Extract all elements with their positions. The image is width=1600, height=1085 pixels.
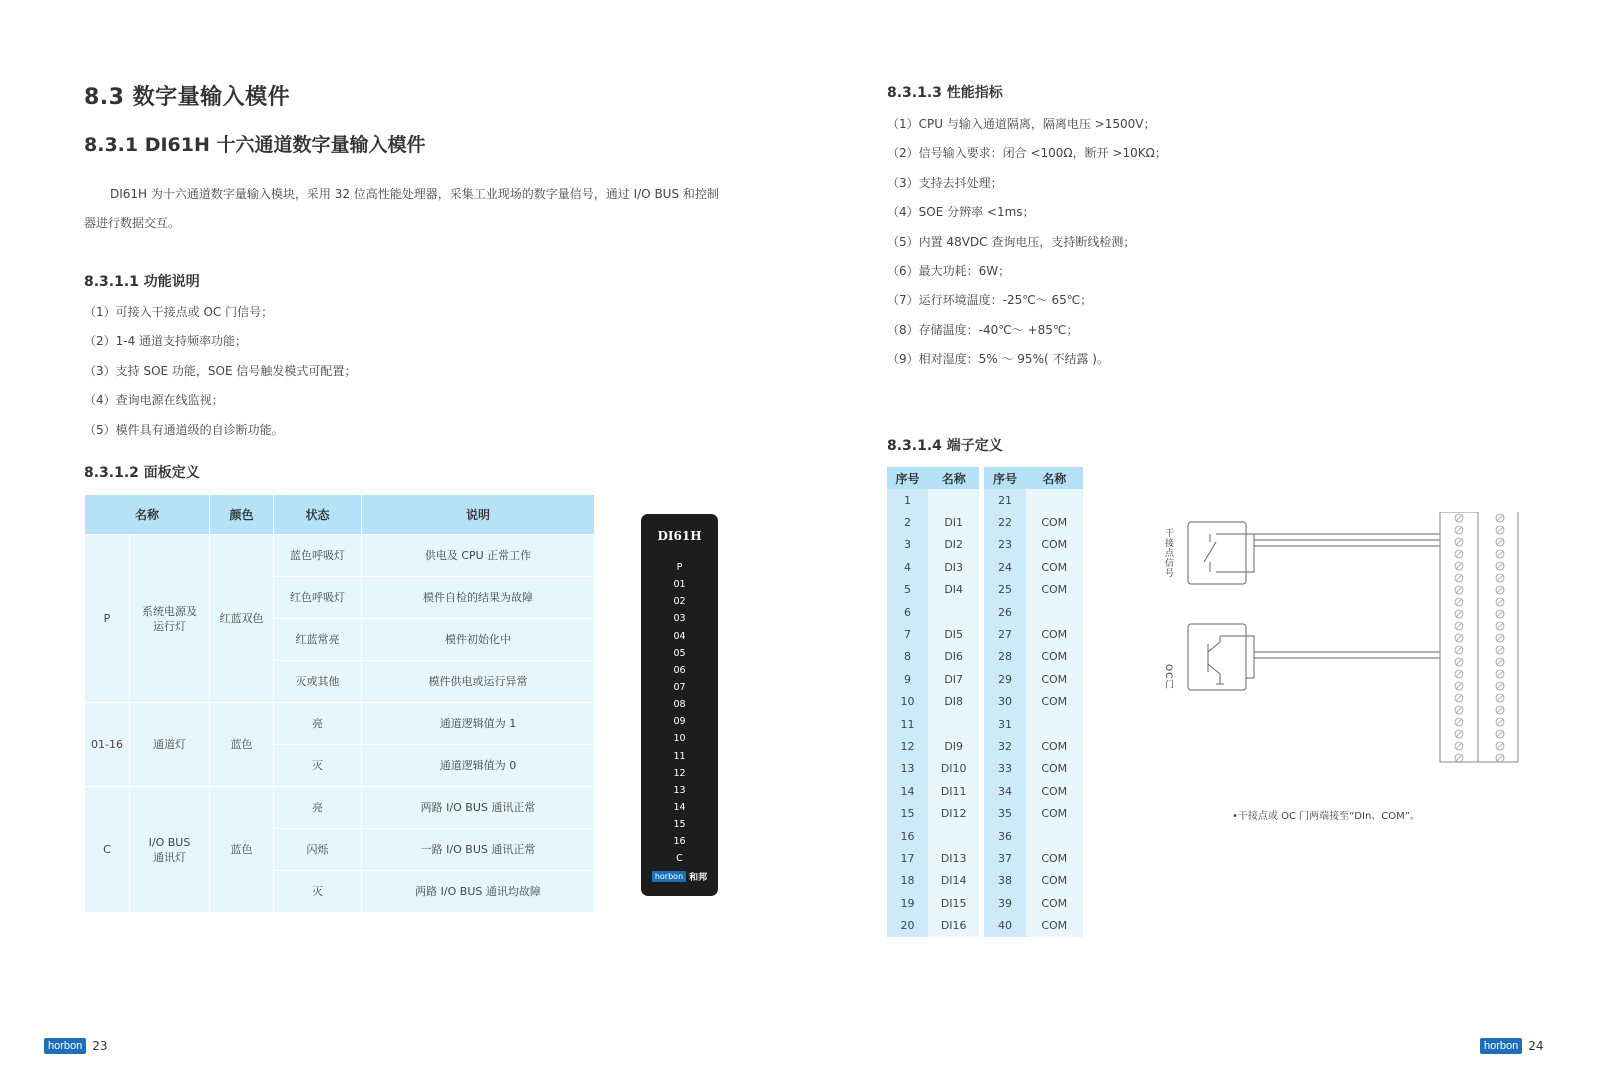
col-header-desc: 说明 [362,495,595,535]
terminal-no: 1 [887,489,928,511]
col-header-name: 名称 [85,495,210,535]
terminal-name: COM [1026,847,1083,869]
page-number: 24 [1528,1039,1544,1053]
list-item: （4）SOE 分辨率 <1ms； [887,205,1035,220]
terminal-name: COM [1026,780,1083,802]
terminal-name: DI3 [928,556,979,578]
terminal-name: DI9 [928,735,979,757]
terminal-no: 36 [984,825,1025,847]
terminal-name: DI5 [928,623,979,645]
intro-line-1: DI61H 为十六通道数字量输入模块，采用 32 位高性能处理器，采集工业现场的数字量信号，通过 I/O BUS 和控制 [110,187,719,201]
footer-left [44,1038,108,1054]
module-led-label: 13 [673,784,686,796]
terminal-name: DI1 [928,511,979,533]
table-row [887,691,1083,713]
table-row [887,579,1083,601]
terminal-no: 6 [887,601,928,623]
led-color: 蓝色 [210,703,274,787]
col-header-color: 颜色 [210,495,274,535]
terminal-no: 17 [887,847,928,869]
module-led-label: 05 [673,647,686,659]
terminal-name: COM [1026,646,1083,668]
module-brand-cn: 和邦 [689,872,708,883]
terminal-no: 37 [984,847,1025,869]
list-item: （7）运行环境温度：-25℃～ 65℃； [887,293,1093,308]
module-brand [641,870,718,883]
terminal-no: 24 [984,556,1025,578]
terminal-name: COM [1026,758,1083,780]
led-state: 闪烁 [274,829,362,871]
label-oc-gate: OC门 [1163,664,1173,690]
terminal-name: COM [1026,870,1083,892]
module-led-label: 16 [673,836,686,848]
terminal-name [1026,601,1083,623]
led-name: 系统电源及 运行灯 [130,535,210,703]
terminal-title: 8.3.1.4 端子定义 [887,438,1003,454]
table-row [887,847,1083,869]
terminal-name: COM [1026,511,1083,533]
terminal-name: DI7 [928,668,979,690]
module-led-label: 01 [673,579,686,591]
module-led-label: 06 [673,664,686,676]
terminal-no: 25 [984,579,1025,601]
terminal-no: 38 [984,870,1025,892]
table-row [887,914,1083,936]
terminal-no: 3 [887,534,928,556]
table-row [887,825,1083,847]
panel-title: 8.3.1.2 面板定义 [84,465,200,481]
terminal-table-body [887,489,1083,937]
terminal-name: COM [1026,892,1083,914]
terminal-name [928,601,979,623]
module-led-label: 08 [673,699,686,711]
terminal-no: 28 [984,646,1025,668]
list-item: （5）内置 48VDC 查询电压，支持断线检测； [887,234,1136,249]
terminal-no: 8 [887,646,928,668]
list-item: （8）存储温度：-40℃～ +85℃； [887,322,1079,337]
table-header-row [887,467,1083,489]
terminal-no: 7 [887,623,928,645]
terminal-table [887,467,1083,937]
subsection-title: 8.3.1 DI61H 十六通道数字量输入模件 [84,134,426,156]
terminal-name: COM [1026,802,1083,824]
terminal-no: 13 [887,758,928,780]
table-row [887,646,1083,668]
switch-blade [1204,542,1216,562]
led-desc: 两路 I/O BUS 通讯均故障 [362,871,595,913]
table-row [887,668,1083,690]
list-item: （4）查询电源在线监视； [84,393,224,408]
module-led-label: 11 [673,750,686,762]
col-header-name: 名称 [1026,467,1083,489]
led-name: I/O BUS 通讯灯 [130,787,210,913]
section-title: 8.3 数字量输入模件 [84,85,291,110]
table-row [85,787,595,829]
list-item: （6）最大功耗：6W； [887,263,1011,278]
dry-contact-bracket [1246,534,1254,572]
led-desc: 一路 I/O BUS 通讯正常 [362,829,595,871]
panel-table [84,494,595,913]
terminal-name [1026,489,1083,511]
module-led-label: P [676,562,683,573]
wiring-diagram [1150,512,1530,787]
module-led-label: 03 [673,613,686,625]
terminal-no: 35 [984,802,1025,824]
terminal-name: COM [1026,668,1083,690]
col-header-name: 名称 [928,467,979,489]
table-row [887,489,1083,511]
module-brand-logo: horbon [652,871,686,882]
terminal-no: 16 [887,825,928,847]
table-header-row [85,495,595,535]
terminal-no: 14 [887,780,928,802]
table-row [85,703,595,745]
terminal-name: DI2 [928,534,979,556]
terminal-name: DI6 [928,646,979,668]
list-item: （1）CPU 与输入通道隔离，隔离电压 >1500V； [887,117,1156,131]
led-code: C [85,787,130,913]
table-row [887,802,1083,824]
led-state: 灭 [274,871,362,913]
col-header-state: 状态 [274,495,362,535]
led-color: 蓝色 [210,787,274,913]
led-code: 01-16 [85,703,130,787]
module-led-label: 10 [673,733,686,745]
terminal-name: COM [1026,534,1083,556]
module-led-list [641,559,718,868]
list-item: （3）支持去抖处理； [887,175,1003,190]
terminal-name [1026,825,1083,847]
module-led-label: 09 [673,716,686,728]
terminal-name: COM [1026,914,1083,936]
table-row [887,892,1083,914]
list-item: （3）支持 SOE 功能，SOE 信号触发模式可配置； [84,363,357,378]
led-state: 亮 [274,703,362,745]
led-code: P [85,535,130,703]
terminal-no: 27 [984,623,1025,645]
module-front-panel [641,514,718,896]
table-row [887,780,1083,802]
led-desc: 两路 I/O BUS 通讯正常 [362,787,595,829]
function-title: 8.3.1.1 功能说明 [84,274,200,290]
terminal-name: COM [1026,735,1083,757]
table-row [887,623,1083,645]
terminal-name: COM [1026,623,1083,645]
module-led-label: 02 [673,596,686,608]
terminal-name: DI11 [928,780,979,802]
terminal-no: 20 [887,914,928,936]
terminal-no: 31 [984,713,1025,735]
terminal-no: 23 [984,534,1025,556]
terminal-no: 9 [887,668,928,690]
led-name: 通道灯 [130,703,210,787]
led-state: 亮 [274,787,362,829]
terminal-no: 34 [984,780,1025,802]
terminal-name: COM [1026,579,1083,601]
list-item: （2）1-4 通道支持频率功能； [84,334,248,349]
diagram-note: •干接点或 OC 门两端接至“DIn、COM”。 [1232,811,1420,822]
footer-right [1480,1038,1544,1054]
terminal-no: 18 [887,870,928,892]
led-desc: 通道逻辑值为 1 [362,703,595,745]
terminal-no: 15 [887,802,928,824]
led-desc: 供电及 CPU 正常工作 [362,535,595,577]
oc-gate-box [1188,624,1246,690]
terminal-no: 10 [887,691,928,713]
terminal-no: 22 [984,511,1025,533]
terminal-no: 32 [984,735,1025,757]
intro-line-2: 器进行数据交互。 [84,216,181,230]
module-led-label: 07 [673,681,686,693]
footer-logo: horbon [44,1038,86,1054]
led-state: 红蓝常亮 [274,619,362,661]
terminal-no: 21 [984,489,1025,511]
terminal-name: COM [1026,691,1083,713]
led-state: 红色呼吸灯 [274,577,362,619]
list-item: （9）相对湿度：5% ～ 95%( 不结露 )。 [887,352,1109,367]
led-state: 灭或其他 [274,661,362,703]
dry-contact-box [1188,522,1246,584]
terminal-name: DI13 [928,847,979,869]
terminal-name [928,825,979,847]
terminal-no: 29 [984,668,1025,690]
terminal-strip [1440,512,1518,762]
terminal-no: 11 [887,713,928,735]
module-led-label: 04 [673,630,686,642]
table-row [887,870,1083,892]
table-row [85,535,595,577]
module-title: DI61H [657,529,702,543]
table-row [887,758,1083,780]
table-row [887,511,1083,533]
led-desc: 模件初始化中 [362,619,595,661]
terminal-no: 5 [887,579,928,601]
footer-logo: horbon [1480,1038,1522,1054]
terminal-name: DI16 [928,914,979,936]
terminal-name [928,489,979,511]
terminal-name: DI14 [928,870,979,892]
terminal-no: 30 [984,691,1025,713]
terminal-no: 19 [887,892,928,914]
list-item: （5）模件具有通道级的自诊断功能。 [84,422,284,437]
label-dry-contact: 干接点信号 [1163,528,1173,578]
led-state: 灭 [274,745,362,787]
terminal-name: DI8 [928,691,979,713]
col-header-no: 序号 [887,467,928,489]
led-color: 红蓝双色 [210,535,274,703]
terminal-no: 40 [984,914,1025,936]
terminal-no: 12 [887,735,928,757]
terminal-no: 2 [887,511,928,533]
performance-title: 8.3.1.3 性能指标 [887,85,1003,101]
led-state: 蓝色呼吸灯 [274,535,362,577]
intro-paragraph [84,180,744,238]
terminal-name [1026,713,1083,735]
col-header-no: 序号 [984,467,1025,489]
table-row [887,534,1083,556]
led-desc: 模件自检的结果为故障 [362,577,595,619]
led-desc: 通道逻辑值为 0 [362,745,595,787]
function-list [84,298,356,445]
module-led-label: C [676,853,683,865]
led-desc: 模件供电或运行异常 [362,661,595,703]
module-led-label: 15 [673,819,686,831]
terminal-no: 26 [984,601,1025,623]
terminal-name: DI10 [928,758,979,780]
list-item: （2）信号输入要求：闭合 <100Ω，断开 >10KΩ； [887,146,1167,161]
terminal-name: DI15 [928,892,979,914]
performance-list [887,110,1167,375]
terminal-no: 33 [984,758,1025,780]
module-led-label: 12 [673,767,686,779]
table-row [887,713,1083,735]
list-item: （1）可接入干接点或 OC 门信号； [84,305,274,319]
terminal-name: COM [1026,556,1083,578]
table-row [887,735,1083,757]
module-led-label: 14 [673,801,686,813]
terminal-name: DI4 [928,579,979,601]
table-row [887,601,1083,623]
terminal-no: 39 [984,892,1025,914]
page-number: 23 [92,1039,108,1053]
terminal-name [928,713,979,735]
table-row [887,556,1083,578]
terminal-no: 4 [887,556,928,578]
terminal-name: DI12 [928,802,979,824]
